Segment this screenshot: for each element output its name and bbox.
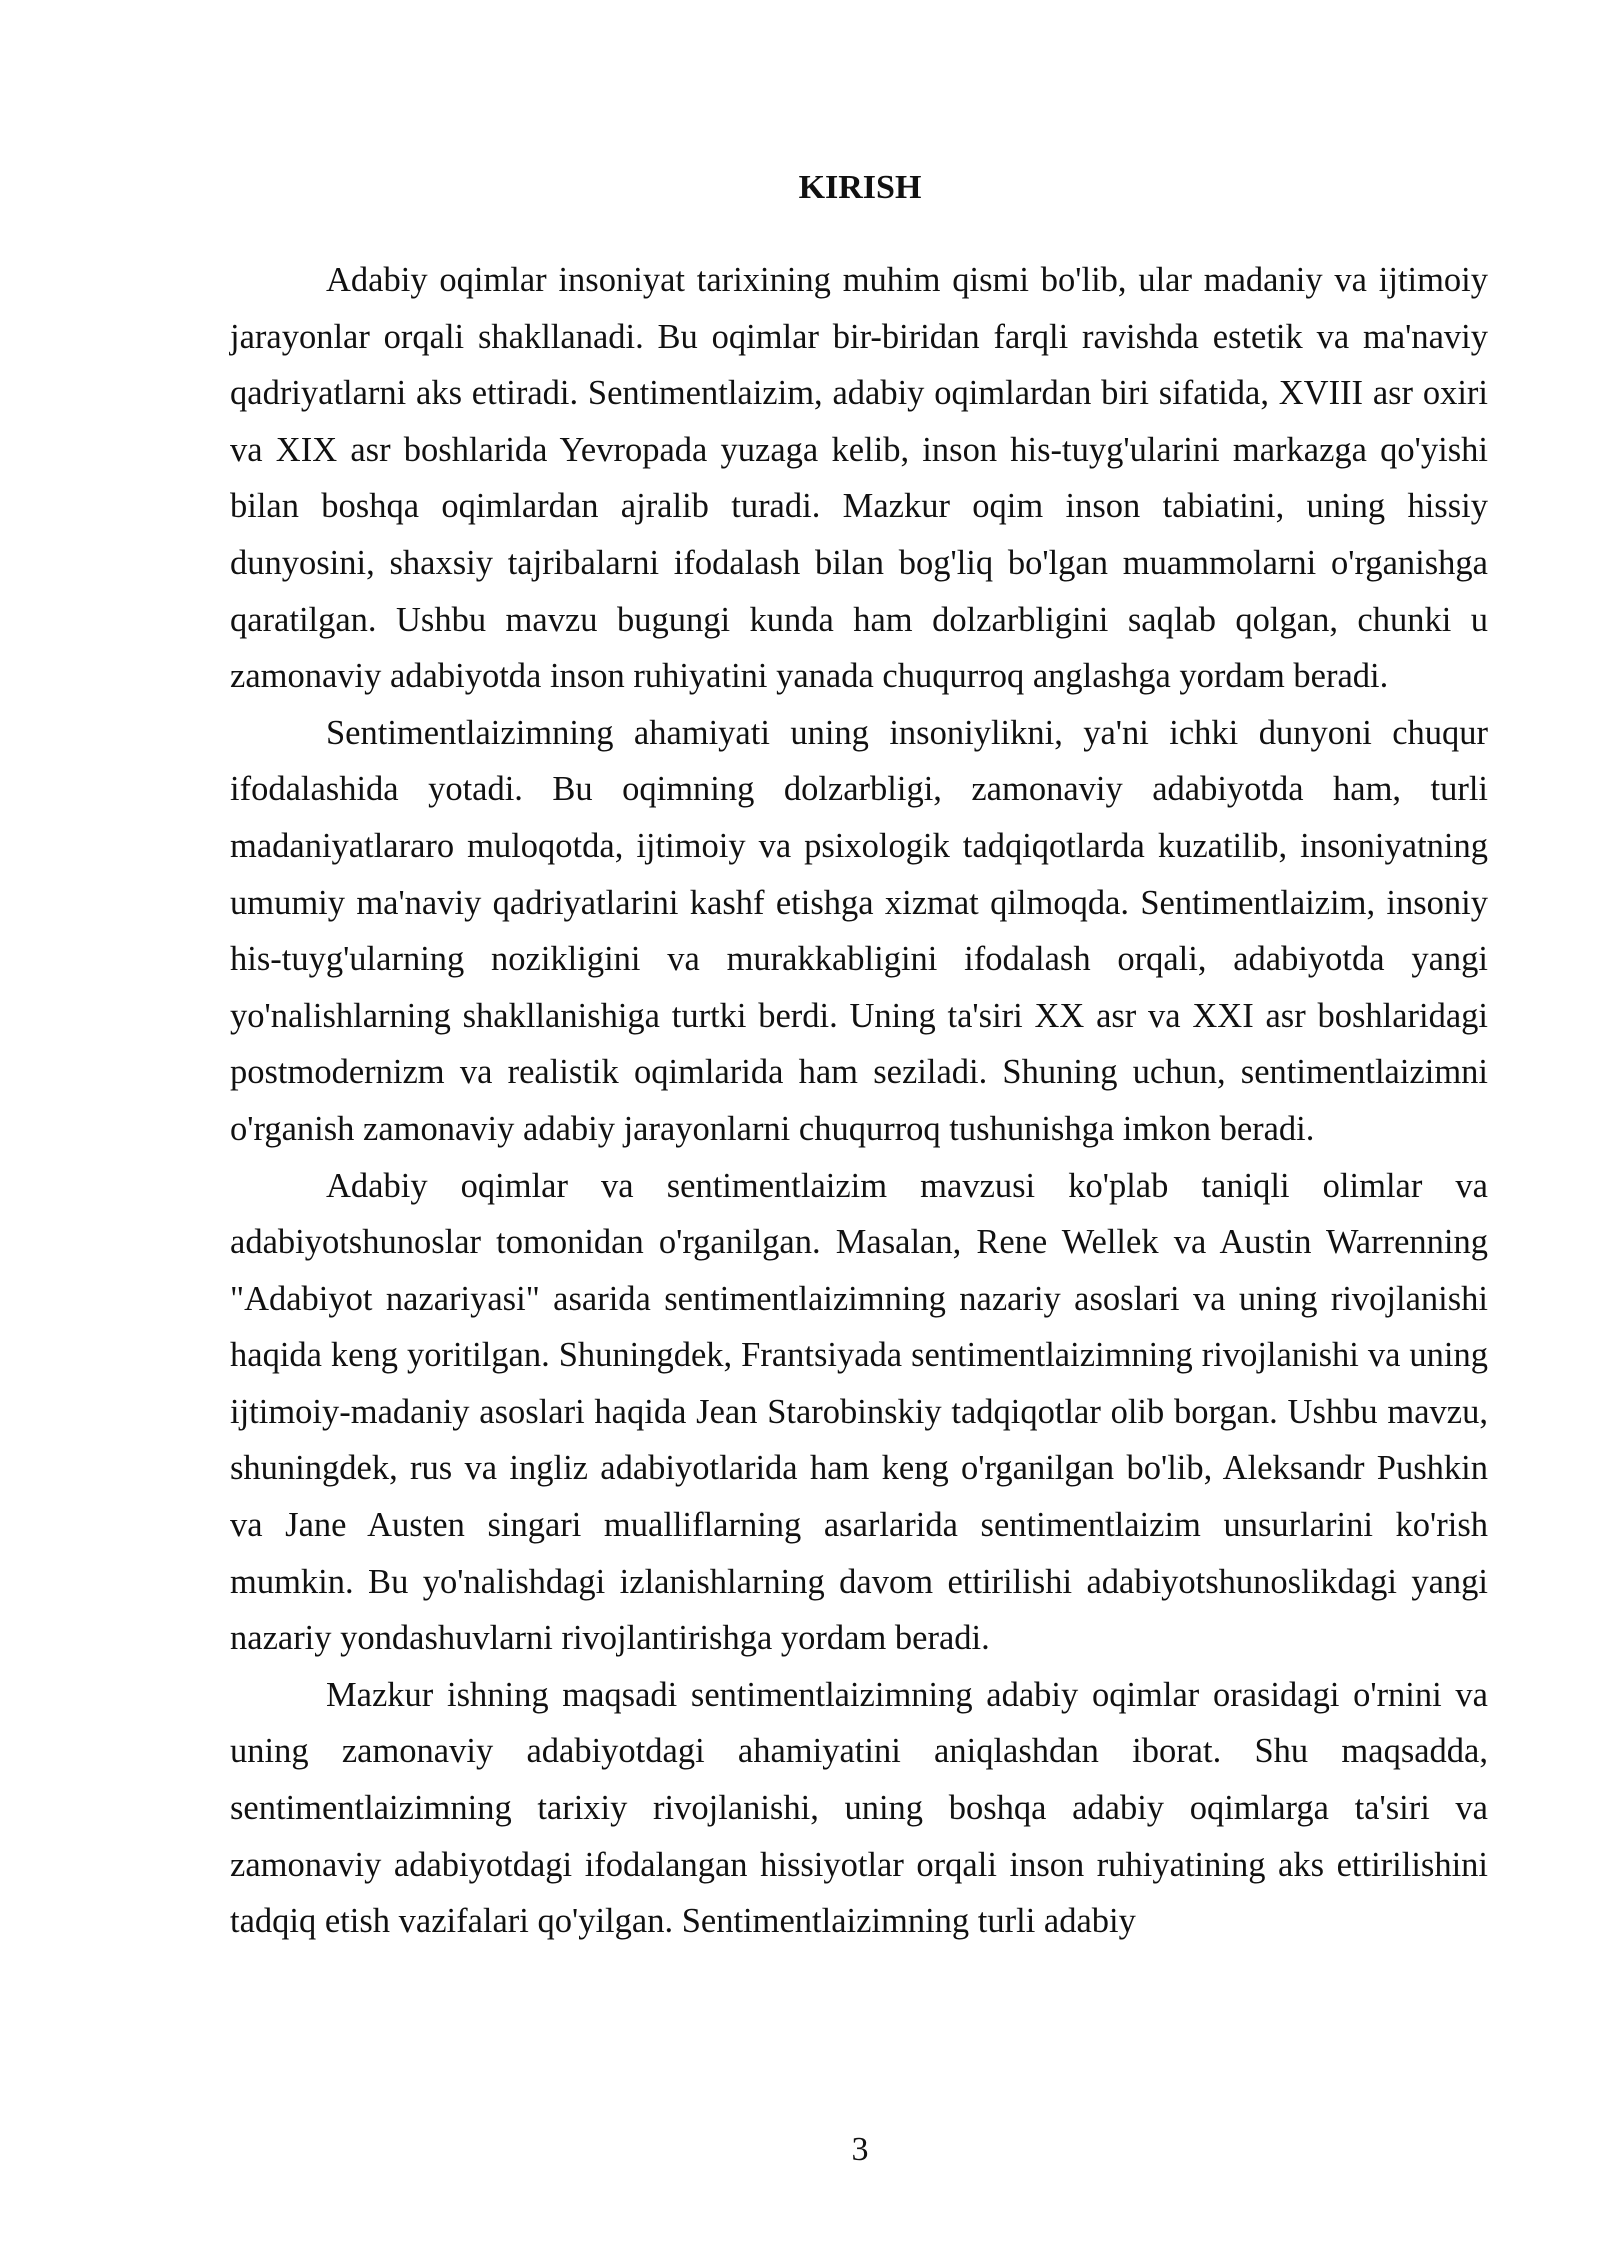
paragraph-2: Sentimentlaizimning ahamiyati uning insoniylikni, ya'ni ichki dunyoni chuqur ifodalashida yotadi. Bu oqimning dolzarbligi, zamonaviy adabiyotda ham, turli madaniyatlararo muloqotda, ijtimoiy va psixologik tadqiqotlarda kuzatilib, insoniyatning umumiy ma'naviy qadriyatlarini kashf etishga xizmat qilmoqda. Sentimentlaizim, insoniy his-tuyg'ularning nozikligini va murakkabligini ifodalash orqali, adabiyotda yangi yo'nalishlarning shakllanishiga turtki berdi. Uning ta'siri XX asr va XXI asr boshlaridagi postmodernizm va realistik oqimlarida ham seziladi. Shuning uchun, sentimentlaizimni o'rganish zamonaviy adabiy jarayonlarni chuqurroq tushunishga imkon beradi.: [230, 713, 1488, 1148]
paragraph-3: Adabiy oqimlar va sentimentlaizim mavzusi ko'plab taniqli olimlar va adabiyotshunoslar tomonidan o'rganilgan. Masalan, Rene Wellek va Austin Warrenning "Adabiyot nazariyasi" asarida sentimentlaizimning nazariy asoslari va uning rivojlanishi haqida keng yoritilgan. Shuningdek, Frantsiyada sentimentlaizimning rivojlanishi va uning ijtimoiy-madaniy asoslari haqida Jean Starobinskiy tadqiqotlar olib borgan. Ushbu mavzu, shuningdek, rus va ingliz adabiyotlarida ham keng o'rganilgan bo'lib, Aleksandr Pushkin va Jane Austen singari mualliflarning asarlarida sentimentlaizim unsurlarini ko'rish mumkin. Bu yo'nalishdagi izlanishlarning davom ettirilishi adabiyotshunoslikdagi yangi nazariy yondashuvlarni rivojlantirishga yordam beradi.: [230, 1166, 1488, 1658]
page-title: KIRISH: [798, 169, 922, 206]
paragraph-4: Mazkur ishning maqsadi sentimentlaizimning adabiy oqimlar orasidagi o'rnini va uning zamonaviy adabiyotdagi ahamiyatini aniqlashdan iborat. Shu maqsadda, sentimentlaizimning tarixiy rivojlanishi, uning boshqa adabiy oqimlarga ta'siri va zamonaviy adabiyotdagi ifodalangan hissiyotlar orqali inson ruhiyatining aks ettirilishini tadqiq etish vazifalari qo'yilgan. Sentimentlaizimning turli adabiy: [230, 1675, 1488, 1941]
paragraph-1: Adabiy oqimlar insoniyat tarixining muhim qismi bo'lib, ular madaniy va ijtimoiy jarayonlar orqali shakllanadi. Bu oqimlar bir-biridan farqli ravishda estetik va ma'naviy qadriyatlarni aks ettiradi. Sentimentlaizim, adabiy oqimlardan biri sifatida, XVIII asr oxiri va XIX asr boshlarida Yevropada yuzaga kelib, inson his-tuyg'ularini markazga qo'yishi bilan boshqa oqimlardan ajralib turadi. Mazkur oqim inson tabiatini, uning hissiy dunyosini, shaxsiy tajribalarni ifodalash bilan bog'liq bo'lgan muammolarni o'rganishga qaratilgan. Ushbu mavzu bugungi kunda ham dolzarbligini saqlab qolgan, chunki u zamonaviy adabiyotda inson ruhiyatini yanada chuqurroq anglashga yordam beradi.: [230, 261, 1488, 696]
page-number: 3: [851, 2131, 869, 2168]
body-text: [230, 252, 1488, 1950]
